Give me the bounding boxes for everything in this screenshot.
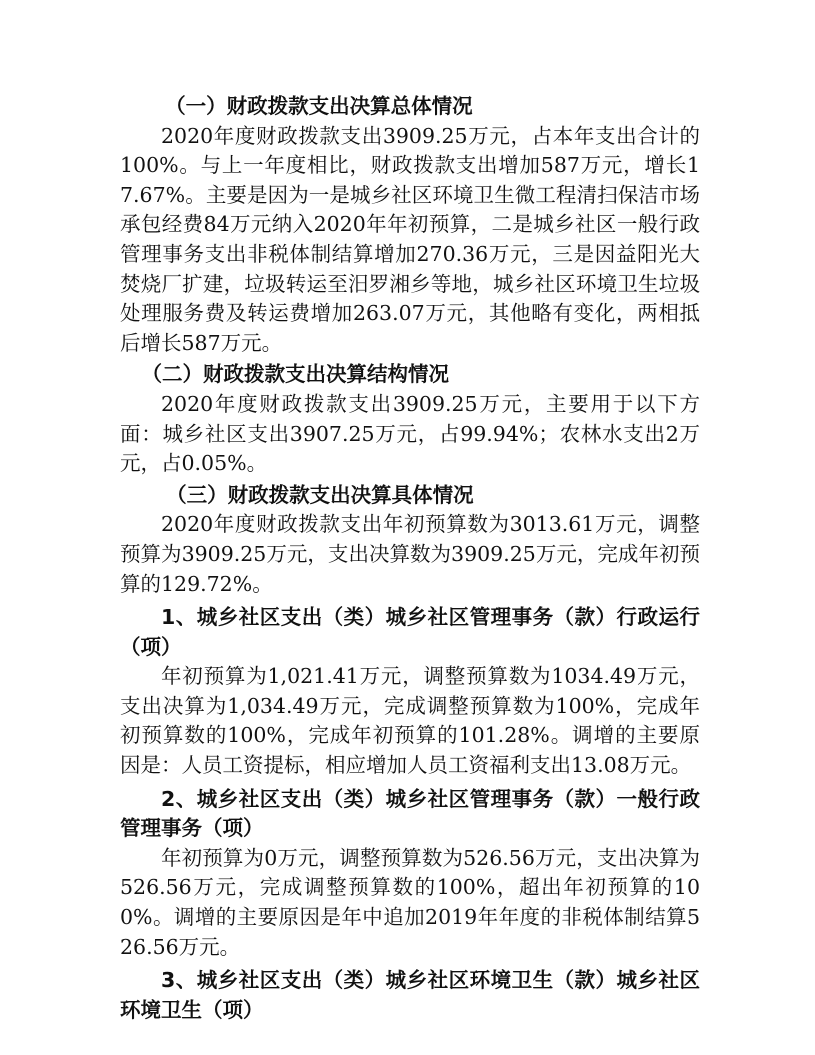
item-heading-1: 1、城乡社区支出（类）城乡社区管理事务（款）行政运行（项） — [120, 605, 700, 659]
section-heading-structure: （二）财政拨款支出决算结构情况 — [141, 362, 450, 387]
section-paragraph-detail: 2020年度财政拨款支出年初预算数为3013.61万元，调整预算为3909.25万元，支出决算数为3909.25万元，完成年初预算的129.72%。 — [120, 512, 700, 596]
section-heading-detail: （三）财政拨款支出决算具体情况 — [166, 482, 474, 507]
section-paragraph-structure: 2020年度财政拨款支出3909.25万元，主要用于以下方面：城乡社区支出3907.25万元，占99.94%；农林水支出2万元，占0.05%。 — [120, 391, 700, 476]
item-heading-2: 2、城乡社区支出（类）城乡社区管理事务（款）一般行政管理事务（项） — [120, 786, 700, 841]
section-paragraph-overall: 2020年度财政拨款支出3909.25万元，占本年支出合计的100%。与上一年度相比，财政拨款支出增加587万元，增长17.67%。主要是因为一是城乡社区环境卫生微工程清扫保洁市场承包经费84万元纳入2020年年初预算，二是城乡社区一般行政管理事务支出非税体制结算增加270.36万元，三是因益阳光大焚烧厂扩建，垃圾转运至汨罗湘乡等地，城乡社区环境卫生垃圾处理服务费及转运费增加263.07万元，其他略有变化，两相抵后增长587万元。 — [120, 123, 700, 355]
document-page — [120, 92, 700, 1025]
item-paragraph-1: 年初预算为1,021.41万元，调整预算数为1034.49万元，支出决算为1,034.49万元，完成调整预算数为100%，完成年初预算数的100%，完成年初预算的101.28%。调增的主要原因是：人员工资提标，相应增加人员工资福利支出13.08万元。 — [120, 664, 700, 778]
section-heading-overall: （一）财政拨款支出决算总体情况 — [165, 94, 473, 118]
item-heading-3: 3、城乡社区支出（类）城乡社区环境卫生（款）城乡社区环境卫生（项） — [120, 968, 700, 1022]
item-paragraph-2: 年初预算为0万元，调整预算数为526.56万元，支出决算为526.56万元，完成调整预算数的100%，超出年初预算的100%。调增的主要原因是年中追加2019年年度的非税体制结算526.56万元。 — [120, 845, 700, 959]
